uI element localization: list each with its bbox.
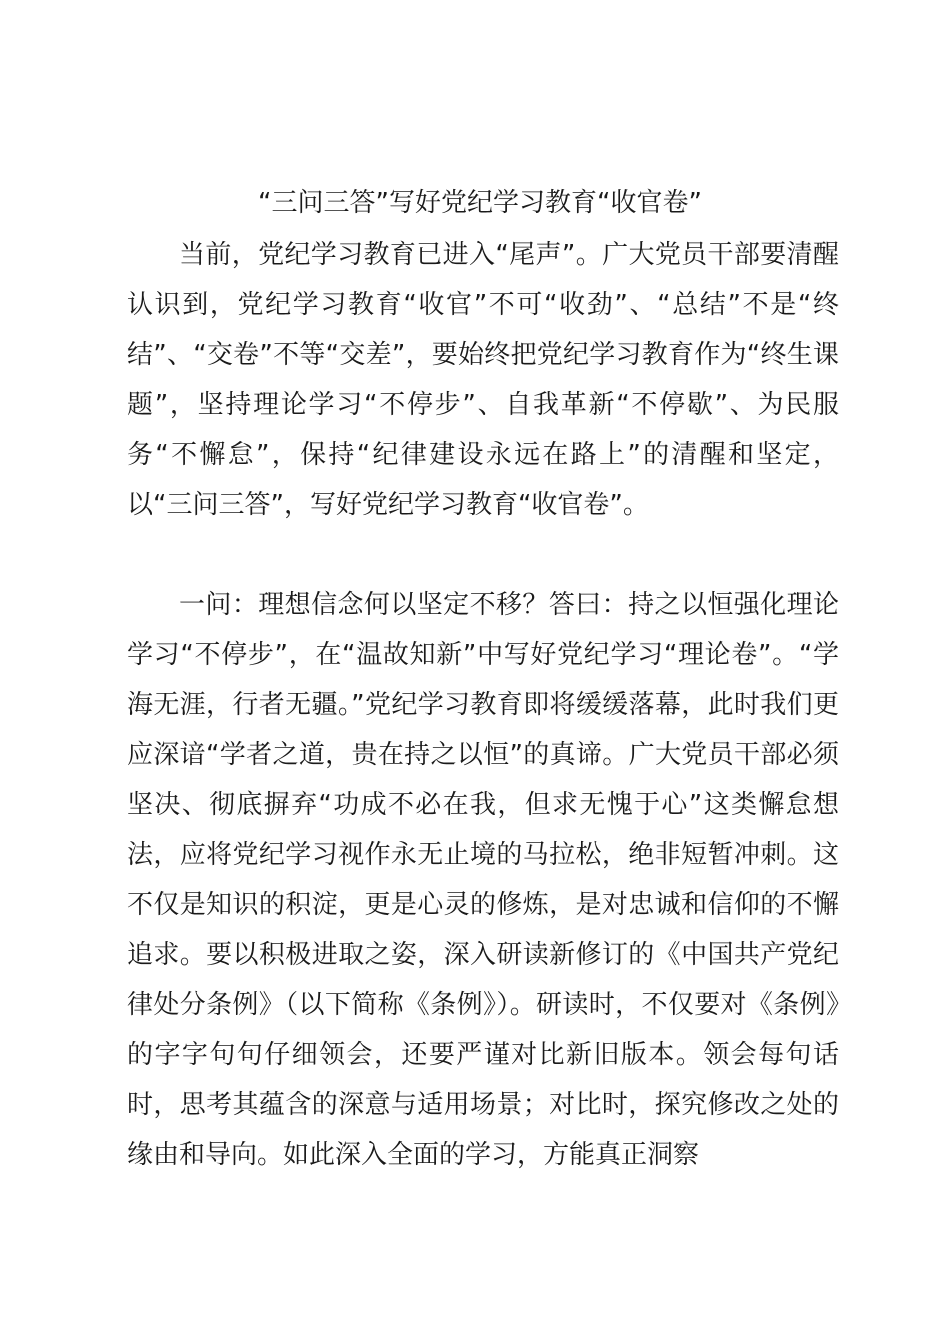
document-title: “三问三答”写好党纪学习教育“收官卷”: [258, 188, 702, 218]
paragraph-intro: 当前，党纪学习教育已进入“尾声”。广大党员干部要清醒认识到，党纪学习教育“收官”不可“收劲”、“总结”不是“终结”、“交卷”不等“交差”，要始终把党纪学习教育作为“终生课题”，坚持理论学习“不停步”、自我革新“不停歇”、为民服务“不懈怠”，保持“纪律建设永远在路上”的清醒和坚定，以“三问三答”，写好党纪学习教育“收官卷”。: [127, 240, 839, 520]
paragraph-question-one: 一问：理想信念何以坚定不移？答曰：持之以恒强化理论学习“不停步”，在“温故知新”中写好党纪学习“理论卷”。“学海无涯，行者无疆。”党纪学习教育即将缓缓落幕，此时我们更应深谙“学者之道，贵在持之以恒”的真谛。广大党员干部必须坚决、彻底摒弃“功成不必在我，但求无愧于心”这类懈怠想法，应将党纪学习视作永无止境的马拉松，绝非短暂冲刺。这不仅是知识的积淀，更是心灵的修炼，是对忠诚和信仰的不懈追求。要以积极进取之姿，深入研读新修订的《中国共产党纪律处分条例》（以下简称《条例》）。研读时，不仅要对《条例》的字字句句仔细领会，还要严谨对比新旧版本。领会每句话时，思考其蕴含的深意与适用场景；对比时，探究修改之处的缘由和导向。如此深入全面的学习，方能真正洞察: [127, 590, 839, 1170]
